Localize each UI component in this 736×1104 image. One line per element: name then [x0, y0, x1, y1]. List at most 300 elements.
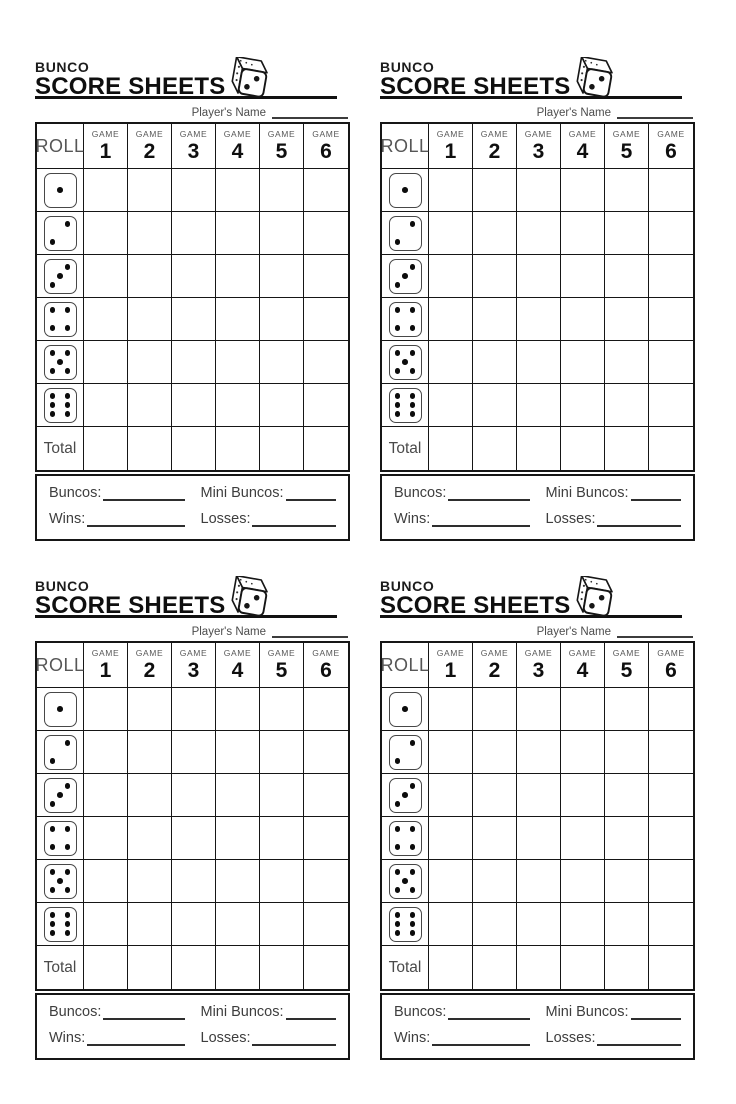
wins-label: Wins: — [394, 1030, 431, 1046]
score-cell — [429, 860, 473, 903]
total-score-cell — [561, 427, 605, 470]
total-score-cell — [473, 427, 517, 470]
losses-label: Losses: — [200, 1030, 251, 1046]
game-column-header — [649, 643, 693, 688]
total-score-cell — [429, 946, 473, 989]
score-cell — [128, 688, 172, 731]
score-cell — [561, 384, 605, 427]
die-row-header — [37, 903, 84, 946]
total-score-cell — [605, 946, 649, 989]
mini-buncos-field — [201, 485, 337, 501]
player-name-label: Player's Name — [191, 107, 266, 119]
score-cell — [216, 817, 260, 860]
game-label: GAME — [657, 648, 685, 659]
die-row-header — [382, 817, 429, 860]
game-label: GAME — [223, 648, 252, 659]
die-row-header — [37, 860, 84, 903]
game-column-header — [84, 124, 128, 169]
score-cell — [304, 212, 348, 255]
score-cell — [260, 169, 304, 212]
die-2-icon — [44, 735, 77, 770]
score-cell — [517, 688, 561, 731]
score-cell — [473, 817, 517, 860]
die-6-icon — [44, 907, 77, 942]
score-cell — [473, 384, 517, 427]
score-cell — [84, 212, 128, 255]
total-label-cell: Total — [382, 427, 429, 470]
score-cell — [517, 255, 561, 298]
score-cell — [517, 774, 561, 817]
score-cell — [517, 384, 561, 427]
total-score-cell — [172, 427, 216, 470]
roll-column-header: ROLL — [37, 643, 84, 688]
die-3-icon — [44, 778, 77, 813]
score-cell — [260, 255, 304, 298]
score-cell — [473, 255, 517, 298]
total-score-cell — [304, 946, 348, 989]
buncos-label: Buncos: — [394, 485, 447, 501]
score-cell — [216, 860, 260, 903]
total-score-cell — [517, 946, 561, 989]
game-number: 2 — [143, 139, 156, 163]
score-cell — [84, 384, 128, 427]
score-cell — [128, 212, 172, 255]
total-score-cell — [260, 427, 304, 470]
game-number: 3 — [532, 658, 545, 682]
buncos-blank-line — [448, 487, 529, 501]
total-score-cell — [605, 427, 649, 470]
game-label: GAME — [436, 129, 465, 140]
dice-logo-icon — [225, 57, 275, 104]
total-label-cell: Total — [37, 427, 84, 470]
losses-label: Losses: — [200, 511, 251, 527]
game-number: 1 — [444, 139, 457, 163]
score-sheet — [380, 579, 695, 1060]
game-column-header — [473, 643, 517, 688]
score-cell — [649, 298, 693, 341]
game-label: GAME — [480, 129, 509, 140]
tally-box — [380, 474, 695, 541]
player-name-label: Player's Name — [191, 626, 266, 638]
score-cell — [172, 169, 216, 212]
tally-row — [394, 511, 681, 527]
game-column-header — [128, 643, 172, 688]
score-cell — [473, 688, 517, 731]
wins-field — [49, 511, 185, 527]
game-number: 5 — [275, 658, 288, 682]
tally-row — [394, 1030, 681, 1046]
score-cell — [605, 860, 649, 903]
score-cell — [605, 817, 649, 860]
game-number: 2 — [488, 139, 501, 163]
losses-label: Losses: — [545, 1030, 596, 1046]
score-cell — [128, 817, 172, 860]
game-column-header — [260, 643, 304, 688]
score-cell — [84, 298, 128, 341]
total-score-cell — [84, 946, 128, 989]
total-score-cell — [84, 427, 128, 470]
mini-buncos-label: Mini Buncos: — [545, 1004, 629, 1020]
wins-field — [394, 1030, 530, 1046]
score-cell — [84, 774, 128, 817]
total-score-cell — [429, 427, 473, 470]
game-number: 1 — [99, 139, 112, 163]
sheet-header — [35, 579, 337, 618]
score-cell — [128, 774, 172, 817]
game-number: 6 — [665, 139, 677, 163]
die-row-header — [37, 341, 84, 384]
score-cell — [172, 774, 216, 817]
game-number: 4 — [231, 139, 244, 163]
losses-blank-line — [597, 1032, 681, 1046]
wins-blank-line — [432, 513, 529, 527]
score-cell — [128, 169, 172, 212]
die-row-header — [382, 255, 429, 298]
score-cell — [473, 341, 517, 384]
score-cell — [605, 903, 649, 946]
player-name-blank-line — [272, 626, 348, 638]
mini-buncos-field — [201, 1004, 337, 1020]
score-cell — [84, 341, 128, 384]
score-cell — [429, 774, 473, 817]
wins-label: Wins: — [49, 1030, 86, 1046]
mini-buncos-blank-line — [631, 1006, 681, 1020]
die-5-icon — [44, 864, 77, 899]
score-cell — [649, 212, 693, 255]
tally-row — [49, 1030, 336, 1046]
score-cell — [304, 298, 348, 341]
game-column-header — [304, 124, 348, 169]
losses-field — [546, 511, 682, 527]
score-cell — [216, 774, 260, 817]
total-score-cell — [561, 946, 605, 989]
game-number: 4 — [231, 658, 244, 682]
score-cell — [128, 384, 172, 427]
die-row-header — [382, 384, 429, 427]
tally-box — [35, 993, 350, 1060]
score-cell — [304, 384, 348, 427]
tally-row — [49, 1004, 336, 1020]
die-row-header — [382, 298, 429, 341]
score-cell — [429, 169, 473, 212]
die-row-header — [37, 731, 84, 774]
mini-buncos-blank-line — [631, 487, 681, 501]
score-cell — [561, 212, 605, 255]
score-cell — [561, 169, 605, 212]
dice-logo-icon — [570, 576, 620, 623]
score-cell — [605, 169, 649, 212]
die-2-icon — [389, 216, 422, 251]
game-column-header — [517, 643, 561, 688]
game-label: GAME — [568, 648, 597, 659]
tally-row — [394, 485, 681, 501]
game-column-header — [561, 643, 605, 688]
score-cell — [561, 903, 605, 946]
total-score-cell — [649, 946, 693, 989]
die-6-icon — [44, 388, 77, 423]
wins-label: Wins: — [49, 511, 86, 527]
score-cell — [429, 384, 473, 427]
losses-label: Losses: — [545, 511, 596, 527]
score-cell — [84, 817, 128, 860]
score-cell — [429, 903, 473, 946]
sheet-header — [380, 60, 682, 99]
score-cell — [605, 384, 649, 427]
score-cell — [260, 688, 304, 731]
die-row-header — [37, 255, 84, 298]
sheet-title: SCORE SHEETS — [35, 72, 226, 100]
sheet-title: SCORE SHEETS — [380, 591, 571, 619]
game-column-header — [304, 643, 348, 688]
die-6-icon — [389, 907, 422, 942]
losses-blank-line — [252, 513, 336, 527]
game-number: 4 — [576, 139, 589, 163]
brand-label: BUNCO — [380, 59, 435, 75]
dice-logo-icon — [225, 576, 275, 623]
score-cell — [429, 298, 473, 341]
mini-buncos-blank-line — [286, 1006, 336, 1020]
sheet-title: SCORE SHEETS — [35, 591, 226, 619]
losses-blank-line — [252, 1032, 336, 1046]
score-cell — [260, 774, 304, 817]
score-cell — [84, 169, 128, 212]
game-number: 5 — [275, 139, 288, 163]
die-2-icon — [44, 216, 77, 251]
score-cell — [517, 731, 561, 774]
score-sheet — [35, 579, 350, 1060]
game-label: GAME — [91, 648, 120, 659]
game-number: 5 — [620, 139, 633, 163]
game-number: 5 — [620, 658, 633, 682]
total-score-cell — [128, 427, 172, 470]
score-cell — [605, 298, 649, 341]
total-score-cell — [216, 946, 260, 989]
total-label-cell: Total — [382, 946, 429, 989]
buncos-label: Buncos: — [394, 1004, 447, 1020]
wins-label: Wins: — [394, 511, 431, 527]
mini-buncos-label: Mini Buncos: — [200, 485, 284, 501]
game-column-header — [172, 124, 216, 169]
score-cell — [172, 212, 216, 255]
score-cell — [304, 341, 348, 384]
score-cell — [517, 903, 561, 946]
total-score-cell — [473, 946, 517, 989]
score-cell — [172, 341, 216, 384]
buncos-blank-line — [103, 487, 184, 501]
die-row-header — [382, 903, 429, 946]
player-name-blank-line — [617, 107, 693, 119]
score-cell — [216, 384, 260, 427]
score-cell — [429, 731, 473, 774]
score-cell — [649, 169, 693, 212]
die-1-icon — [44, 692, 77, 727]
sheet-header — [380, 579, 682, 618]
losses-field — [546, 1030, 682, 1046]
score-cell — [649, 255, 693, 298]
score-cell — [473, 774, 517, 817]
dice-logo-icon — [570, 57, 620, 104]
roll-column-header: ROLL — [382, 643, 429, 688]
buncos-field — [394, 485, 530, 501]
die-row-header — [382, 212, 429, 255]
score-cell — [473, 298, 517, 341]
score-cell — [216, 298, 260, 341]
game-label: GAME — [179, 129, 208, 140]
score-cell — [561, 688, 605, 731]
score-cell — [216, 255, 260, 298]
score-cell — [517, 298, 561, 341]
die-row-header — [37, 774, 84, 817]
buncos-label: Buncos: — [49, 1004, 102, 1020]
score-cell — [517, 817, 561, 860]
game-label: GAME — [568, 129, 597, 140]
score-cell — [649, 731, 693, 774]
score-cell — [172, 817, 216, 860]
score-cell — [172, 860, 216, 903]
game-label: GAME — [223, 129, 252, 140]
score-table — [380, 122, 695, 472]
die-1-icon — [389, 692, 422, 727]
roll-column-header: ROLL — [382, 124, 429, 169]
game-column-header — [172, 643, 216, 688]
game-number: 6 — [320, 658, 332, 682]
score-cell — [429, 817, 473, 860]
sheets-grid — [35, 60, 736, 1060]
score-cell — [260, 384, 304, 427]
score-cell — [260, 298, 304, 341]
score-cell — [605, 731, 649, 774]
score-cell — [128, 341, 172, 384]
tally-row — [49, 485, 336, 501]
die-2-icon — [389, 735, 422, 770]
game-column-header — [473, 124, 517, 169]
total-score-cell — [517, 427, 561, 470]
total-score-cell — [649, 427, 693, 470]
wins-field — [49, 1030, 185, 1046]
score-cell — [561, 298, 605, 341]
wins-blank-line — [432, 1032, 529, 1046]
score-cell — [172, 384, 216, 427]
die-row-header — [382, 341, 429, 384]
score-cell — [216, 903, 260, 946]
player-name-label: Player's Name — [536, 626, 611, 638]
score-cell — [605, 688, 649, 731]
score-cell — [216, 169, 260, 212]
score-cell — [304, 255, 348, 298]
die-row-header — [382, 774, 429, 817]
score-cell — [260, 903, 304, 946]
buncos-field — [49, 1004, 185, 1020]
score-cell — [473, 212, 517, 255]
score-cell — [304, 817, 348, 860]
score-cell — [172, 688, 216, 731]
score-cell — [473, 731, 517, 774]
game-number: 2 — [143, 658, 156, 682]
die-3-icon — [389, 259, 422, 294]
tally-row — [394, 1004, 681, 1020]
score-cell — [216, 688, 260, 731]
score-cell — [84, 688, 128, 731]
game-label: GAME — [312, 129, 340, 140]
game-column-header — [561, 124, 605, 169]
total-score-cell — [128, 946, 172, 989]
score-cell — [84, 903, 128, 946]
game-number: 3 — [187, 658, 200, 682]
score-cell — [172, 298, 216, 341]
game-number: 3 — [187, 139, 200, 163]
game-column-header — [216, 643, 260, 688]
game-column-header — [128, 124, 172, 169]
game-column-header — [260, 124, 304, 169]
score-cell — [128, 860, 172, 903]
buncos-blank-line — [448, 1006, 529, 1020]
game-number: 2 — [488, 658, 501, 682]
game-number: 3 — [532, 139, 545, 163]
die-4-icon — [44, 821, 77, 856]
die-row-header — [382, 169, 429, 212]
game-column-header — [429, 643, 473, 688]
wins-blank-line — [87, 1032, 184, 1046]
die-5-icon — [44, 345, 77, 380]
score-sheet — [35, 60, 350, 541]
score-cell — [473, 903, 517, 946]
buncos-label: Buncos: — [49, 485, 102, 501]
die-row-header — [37, 688, 84, 731]
game-label: GAME — [480, 648, 509, 659]
game-number: 6 — [320, 139, 332, 163]
die-row-header — [37, 298, 84, 341]
score-cell — [429, 212, 473, 255]
die-4-icon — [44, 302, 77, 337]
score-cell — [561, 255, 605, 298]
score-table — [380, 641, 695, 991]
losses-field — [201, 1030, 337, 1046]
die-6-icon — [389, 388, 422, 423]
player-name-row — [380, 102, 695, 119]
score-cell — [517, 169, 561, 212]
player-name-blank-line — [617, 626, 693, 638]
die-3-icon — [44, 259, 77, 294]
brand-label: BUNCO — [380, 578, 435, 594]
total-score-cell — [172, 946, 216, 989]
score-cell — [561, 774, 605, 817]
mini-buncos-field — [546, 1004, 682, 1020]
buncos-field — [394, 1004, 530, 1020]
die-row-header — [382, 860, 429, 903]
player-name-row — [35, 102, 350, 119]
game-column-header — [216, 124, 260, 169]
score-cell — [260, 860, 304, 903]
die-row-header — [37, 817, 84, 860]
score-cell — [517, 341, 561, 384]
game-number: 4 — [576, 658, 589, 682]
mini-buncos-label: Mini Buncos: — [545, 485, 629, 501]
score-cell — [304, 860, 348, 903]
score-cell — [649, 903, 693, 946]
score-cell — [605, 255, 649, 298]
score-cell — [605, 341, 649, 384]
game-label: GAME — [612, 129, 641, 140]
wins-field — [394, 511, 530, 527]
score-cell — [649, 774, 693, 817]
score-cell — [473, 169, 517, 212]
mini-buncos-blank-line — [286, 487, 336, 501]
die-row-header — [382, 731, 429, 774]
score-cell — [649, 860, 693, 903]
brand-label: BUNCO — [35, 578, 90, 594]
score-cell — [649, 384, 693, 427]
buncos-field — [49, 485, 185, 501]
